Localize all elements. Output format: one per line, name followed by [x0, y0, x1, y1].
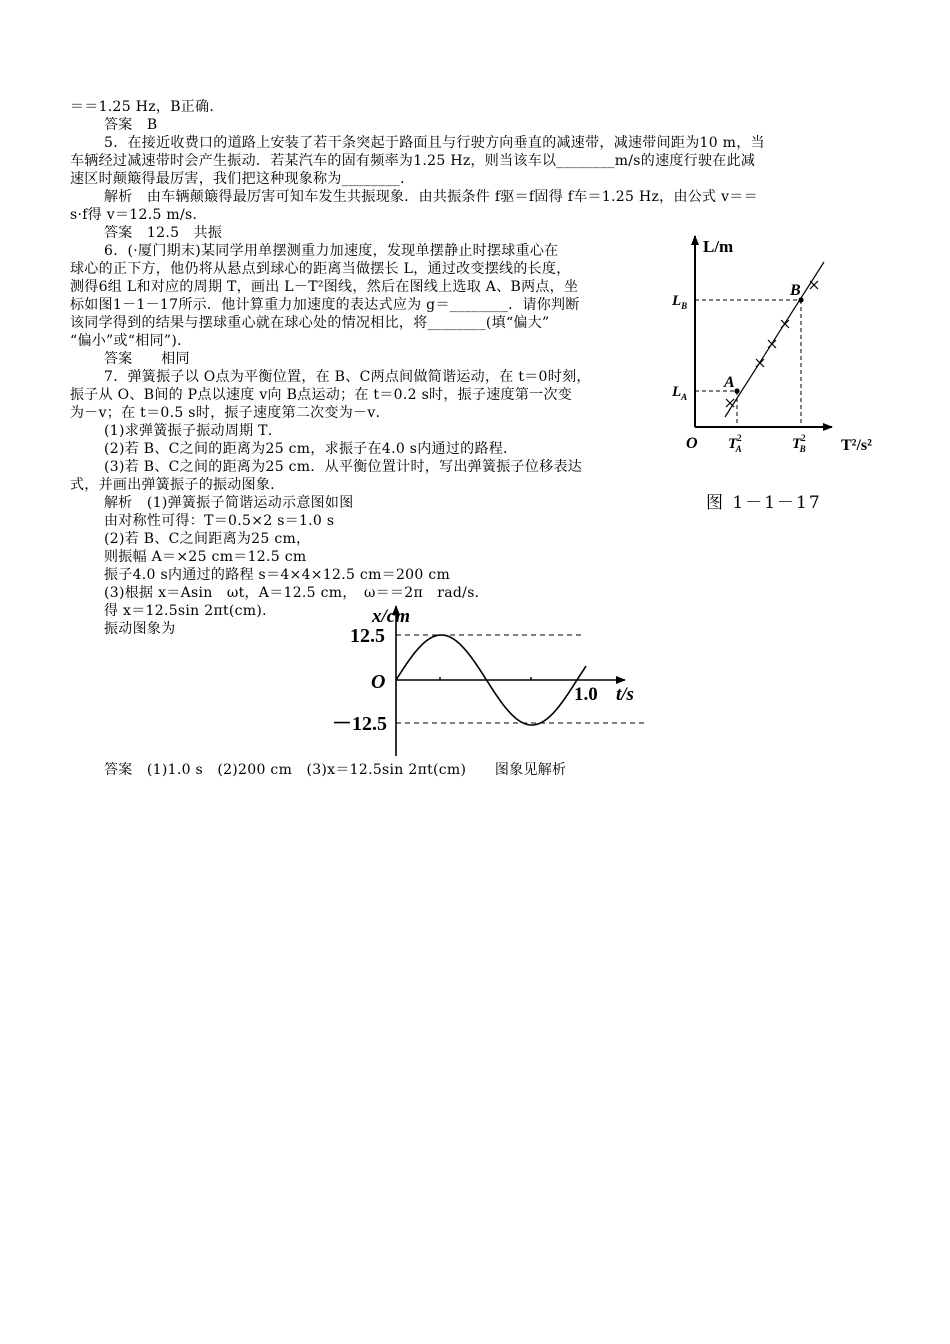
y-axis-label: x/cm [372, 606, 410, 627]
text-line: (2)若 B、C之间的距离为25 cm，求振子在4.0 s内通过的路程． [104, 441, 518, 457]
text-line: 振子4.0 s内通过的路程 s＝4×4×12.5 cm＝200 cm [104, 567, 451, 583]
tick-ta-sup: 2 [737, 433, 742, 443]
data-mark [768, 340, 776, 348]
text-line: 振子从 O、B间的 P点以速度 v向 B点运动；在 t＝0.2 s时，振子速度第一次变 [70, 387, 573, 403]
data-mark [810, 281, 818, 289]
text-line: 解析 (1)弹簧振子简谐运动示意图如图 [104, 495, 354, 511]
y-bottom-label: －12.5 [332, 713, 387, 735]
text-line: 车辆经过减速带时会产生振动．若某汽车的固有频率为1.25 Hz，则当该车以________m/s的速度行驶在此减 [70, 153, 756, 169]
text-line: (1)求弹簧振子振动周期 T． [104, 423, 283, 439]
point-a [734, 388, 739, 393]
text-line: 答案 相同 [104, 351, 190, 367]
y-axis-label: L/m [703, 237, 734, 256]
vibration-graph [330, 600, 660, 760]
figure-l-t2-graph [670, 232, 910, 462]
text-line: 则振幅 A＝×25 cm＝12.5 cm [104, 549, 307, 565]
text-line: “偏小”或“相同”)． [70, 333, 192, 349]
text-line: 测得6组 L和对应的周期 T，画出 L－T²图线，然后在图线上选取 A、B两点，坐 [70, 279, 579, 295]
text-line: 6．(·厦门期末)某同学用单摆测重力加速度，发现单摆静止时摆球重心在 [104, 243, 559, 259]
text-line: 答案 B [104, 117, 158, 133]
text-line: 振动图象为 [104, 621, 176, 637]
text-line: 答案 (1)1.0 s (2)200 cm (3)x＝12.5sin 2πt(cm) 图象见解析 [104, 762, 567, 778]
text-line: 标如图1－1－17所示．他计算重力加速度的表达式应为 g＝________．请你判断 [70, 297, 580, 313]
point-b-label: B [790, 282, 801, 299]
data-mark [781, 320, 789, 328]
text-line: ＝＝1.25 Hz，B正确． [70, 99, 224, 115]
tick-ta [728, 433, 742, 454]
text-line: 球心的正下方，他仍将从悬点到球心的距离当做摆长 L，通过改变摆线的长度， [70, 261, 571, 277]
text-line: 7．弹簧振子以 O点为平衡位置，在 B、C两点间做简谐运动，在 t＝0时刻， [104, 369, 591, 385]
tick-la [671, 384, 687, 402]
text-line: s·f得 v＝12.5 m/s． [70, 207, 207, 223]
y-top-label: 12.5 [350, 625, 385, 647]
tick-tb-sub: B [799, 444, 806, 454]
tick-la-main: L [672, 384, 682, 400]
fit-line [725, 262, 824, 417]
text-line: 该同学得到的结果与摆球重心就在球心处的情况相比，将________(填“偏大” [70, 315, 550, 331]
origin-label: O [686, 435, 698, 452]
text-line: 由对称性可得：T＝0.5×2 s＝1.0 s [104, 513, 335, 529]
text-line: (2)若 B、C之间距离为25 cm， [104, 531, 311, 547]
tick-tb [792, 433, 806, 454]
x-end-label: 1.0 [574, 684, 598, 705]
tick-ta-sub: A [735, 444, 742, 454]
tick-lb [671, 293, 687, 311]
tick-la-sub: A [681, 392, 688, 402]
tick-lb-sub: B [681, 301, 688, 311]
tick-tb-sup: 2 [801, 433, 806, 443]
text-line: 为－v；在 t＝0.5 s时，振子速度第二次变为－v． [70, 405, 390, 421]
text-line: (3)若 B、C之间的距离为25 cm．从平衡位置计时，写出弹簧振子位移表达 [104, 459, 583, 475]
text-line: 得 x＝12.5sin 2πt(cm)． [104, 603, 277, 619]
tick-ta-main: T [728, 436, 738, 452]
text-line: 答案 12.5 共振 [104, 225, 223, 241]
data-mark [726, 399, 734, 407]
tick-tb-main: T [792, 436, 802, 452]
text-line: 5．在接近收费口的道路上安装了若干条突起于路面且与行驶方向垂直的减速带，减速带间距为10 m，当 [104, 135, 765, 151]
x-axis-label: t/s [616, 684, 634, 705]
data-mark [756, 359, 764, 367]
point-a-label: A [724, 374, 735, 391]
text-line: (3)根据 x＝Asin ωt，A＝12.5 cm， ω＝＝2π rad/s． [104, 585, 489, 601]
x-axis-label: T²/s² [841, 437, 872, 454]
origin-label: O [371, 671, 386, 693]
text-line: 速区时颠簸得最厉害，我们把这种现象称为________． [70, 171, 415, 187]
figure-caption: 图 1－1－17 [706, 493, 822, 513]
text-line: 式，并画出弹簧振子的振动图象． [70, 477, 285, 493]
tick-lb-main: L [672, 293, 682, 309]
text-line: 解析 由车辆颠簸得最厉害可知车发生共振现象．由共振条件 f驱＝f固得 f车＝1.25 Hz，由公式 v＝＝ [104, 189, 758, 205]
